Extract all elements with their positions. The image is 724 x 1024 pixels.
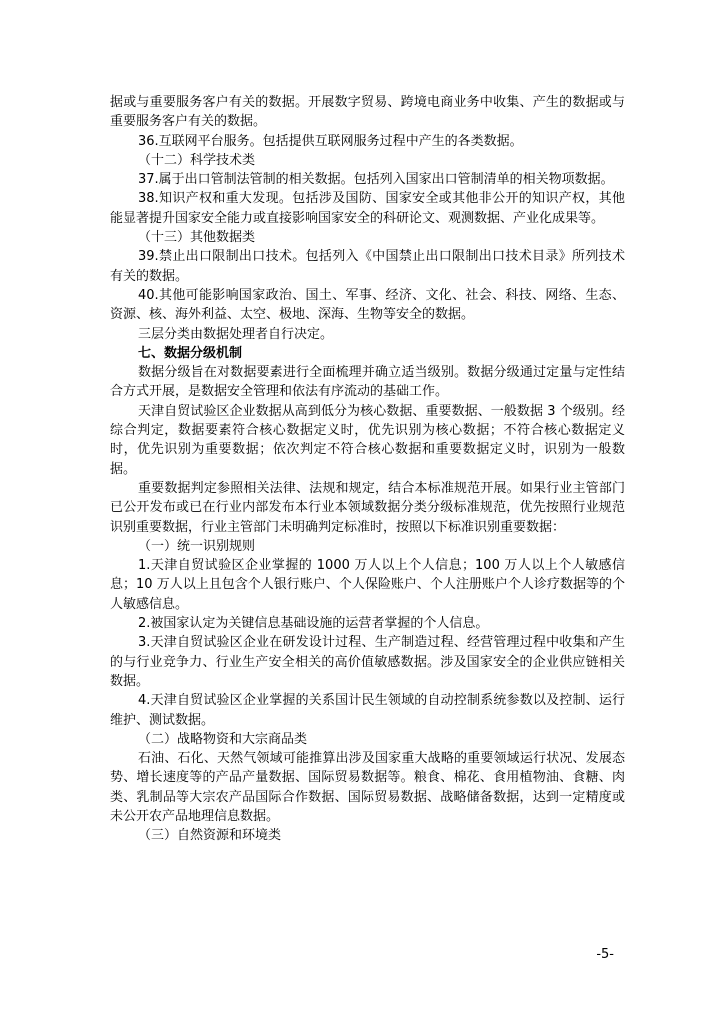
paragraph-grading-purpose: 数据分级旨在对数据要素进行全面梳理并确立适当级别。数据分级通过定量与定性结合方式开展，是数据安全管理和依法有序流动的基础工作。 xyxy=(110,365,625,400)
paragraph-rule-4: 4.天津自贸试验区企业掌握的关系国计民生领域的自动控制系统参数以及控制、运行维护、测试数据。 xyxy=(110,693,625,728)
paragraph-item-37: 37.属于出口管制法管制的相关数据。包括列入国家出口管制清单的相关物项数据。 xyxy=(138,172,614,188)
paragraph-important-data-criteria: 重要数据判定参照相关法律、法规和规定，结合本标准规范开展。如果行业主管部门已公开发布或已在行业内部发布本行业本领域数据分类分级标准规范，优先按照行业规范识别重要数据，行业主管部门未明确判定标准时，按照以下标准识别重要数据： xyxy=(110,480,625,535)
paragraph-item-40: 40.其他可能影响国家政治、国土、军事、经济、文化、社会、科技、网络、生态、资源、核、海外利益、太空、极地、深海、生物等安全的数据。 xyxy=(110,287,625,323)
chapter-heading-grading: 七、数据分级机制 xyxy=(138,345,243,361)
page-number: -5- xyxy=(596,947,614,962)
section-heading-natural-resources: （三）自然资源和环境类 xyxy=(138,828,282,844)
section-heading-strategic-materials: （二）战略物资和大宗商品类 xyxy=(138,731,308,747)
paragraph-rule-2: 2.被国家认定为关键信息基础设施的运营者掌握的个人信息。 xyxy=(138,616,489,632)
paragraph-strategic-materials: 石油、石化、天然气领域可能推算出涉及国家重大战略的重要领域运行状况、发展态势、增长速度等的产品产量数据、国际贸易数据等。粮食、棉花、食用植物油、食糖、肉类、乳制品等大宗农产品国际合作数据、国际贸易数据、战略储备数据，达到一定精度或未公开农产品地理信息数据。 xyxy=(110,751,625,824)
section-heading-science-technology: （十二）科学技术类 xyxy=(138,152,256,168)
paragraph-item-39: 39.禁止出口限制出口技术。包括列入《中国禁止出口限制出口技术目录》所列技术有关的数据。 xyxy=(110,249,625,284)
paragraph-item-36: 36.互联网平台服务。包括提供互联网服务过程中产生的各类数据。 xyxy=(138,133,523,149)
paragraph-rule-1: 1.天津自贸试验区企业掌握的 1000 万人以上个人信息；100 万人以上个人敏感信息；10 万人以上且包含个人银行账户、个人保险账户、个人注册账户个人诊疗数据等的个人敏感信息。 xyxy=(110,558,625,612)
paragraph-item-38: 38.知识产权和重大发现。包括涉及国防、国家安全或其他非公开的知识产权，其他能显著提升国家安全能力或直接影响国家安全的科研论文、观测数据、产业化成果等。 xyxy=(110,191,625,226)
section-heading-other-data: （十三）其他数据类 xyxy=(138,230,256,246)
paragraph-continuation: 据或与重要服务客户有关的数据。开展数字贸易、跨境电商业务中收集、产生的数据或与重要服务客户有关的数据。 xyxy=(110,95,625,130)
paragraph-grading-levels: 天津自贸试验区企业数据从高到低分为核心数据、重要数据、一般数据 3 个级别。经综合判定，数据要素符合核心数据定义时，优先识别为核心数据；不符合核心数据定义时，优先识别为重要数据；依次判定不符合核心数据和重要数据定义时，识别为一般数据。 xyxy=(110,403,625,477)
section-heading-unified-rules: （一）统一识别规则 xyxy=(138,538,256,554)
paragraph-third-level: 三层分类由数据处理者自行决定。 xyxy=(138,326,334,342)
document-body xyxy=(110,93,625,846)
paragraph-rule-3: 3.天津自贸试验区企业在研发设计过程、生产制造过程、经营管理过程中收集和产生的与行业竞争力、行业生产安全相关的高价值敏感数据。涉及国家安全的企业供应链相关数据。 xyxy=(110,635,625,689)
